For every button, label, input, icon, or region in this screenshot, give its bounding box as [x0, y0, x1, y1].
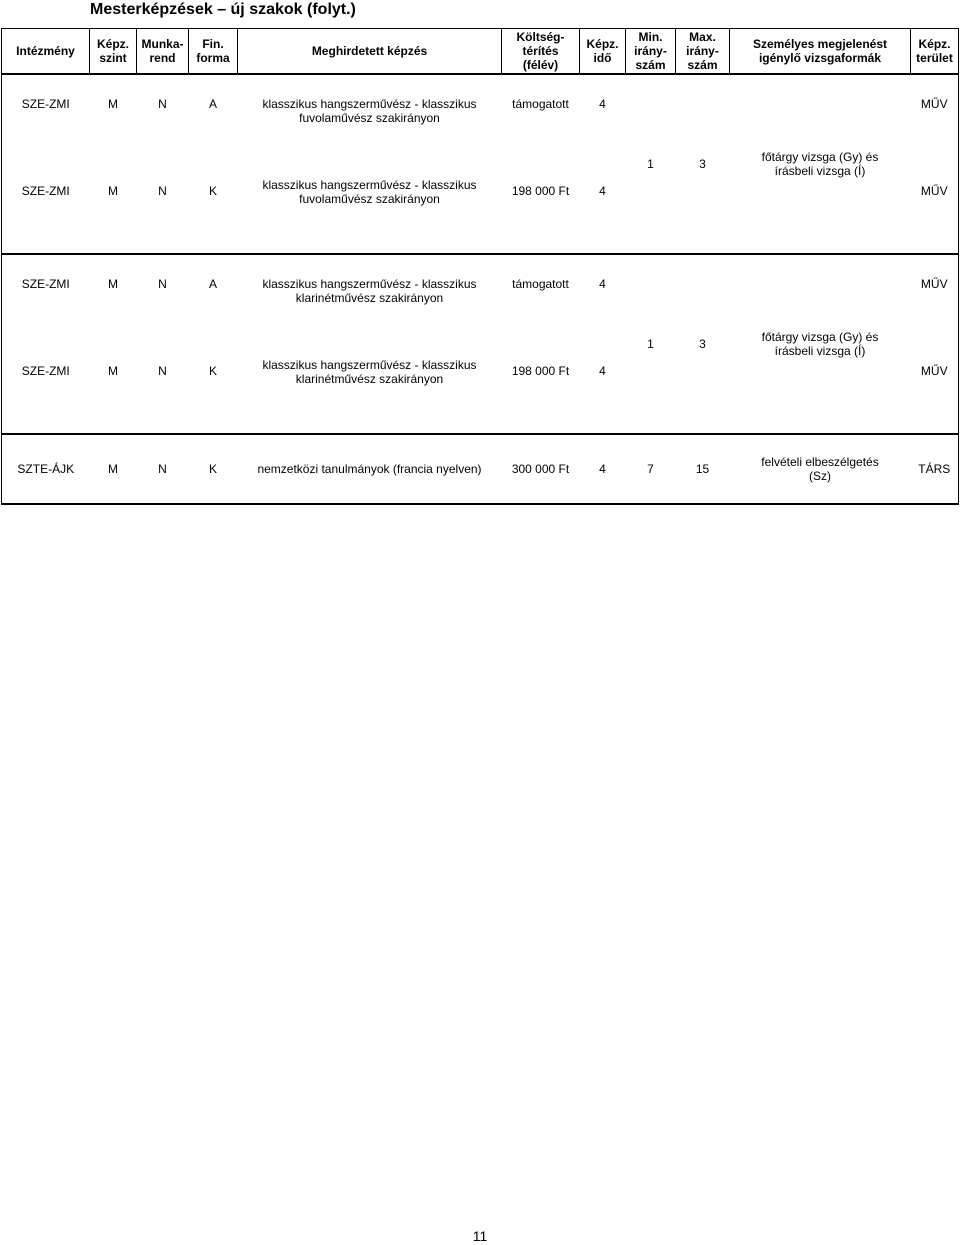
cell-intezmeny: SZE-ZMI: [2, 254, 90, 346]
cell-kepzes: klasszikus hangszerművész - klasszikus klarinétművész szakirányon: [238, 254, 502, 346]
cell-koltseg: támogatott: [502, 254, 580, 346]
cell-vizsgaforma: felvételi elbeszélgetés (Sz): [730, 434, 911, 504]
header-kepz-terulet: Képz. terület: [911, 29, 959, 75]
cell-munkarend: N: [137, 74, 189, 166]
cell-ido: 4: [580, 74, 626, 166]
header-meghirdetett-kepzes: Meghirdetett képzés: [238, 29, 502, 75]
header-munkarend: Munka- rend: [137, 29, 189, 75]
cell-szint: M: [90, 254, 137, 346]
header-vizsgaformak: Személyes megjelenést igénylő vizsgaformák: [730, 29, 911, 75]
cell-min: 1: [626, 254, 676, 434]
admissions-table: [1, 28, 959, 505]
cell-kepzes: klasszikus hangszerművész - klasszikus klarinétművész szakirányon: [262, 358, 477, 386]
header-max-iranyszam: Max. irány- szám: [676, 29, 730, 75]
cell-min: 7: [626, 434, 676, 504]
cell-forma: K: [208, 184, 217, 198]
cell-forma: A: [189, 74, 238, 166]
cell-szint: M: [90, 74, 137, 166]
cell-min: 1: [626, 74, 676, 254]
page-number: 11: [472, 1228, 488, 1244]
header-min-iranyszam: Min. irány- szám: [626, 29, 676, 75]
header-intezmeny: Intézmény: [2, 29, 90, 75]
page-title: Mesterképzések – új szakok (folyt.): [90, 1, 356, 18]
cell-ido: 4: [599, 364, 606, 378]
cell-forma: K: [208, 364, 217, 378]
cell-intezmeny: SZTE-ÁJK: [2, 434, 90, 504]
cell-kepzes: klasszikus hangszerművész - klasszikus fuvolaművész szakirányon: [262, 178, 477, 206]
cell-intezmeny: SZE-ZMI: [21, 184, 70, 198]
cell-kepzes: klasszikus hangszerművész - klasszikus fuvolaművész szakirányon: [238, 74, 502, 166]
cell-ido: 4: [580, 254, 626, 346]
cell-szint: M: [90, 434, 137, 504]
cell-forma: K: [189, 434, 238, 504]
cell-vizsgaforma: főtárgy vizsga (Gy) és írásbeli vizsga (Í): [730, 74, 911, 254]
header-kepz-ido: Képz. idő: [580, 29, 626, 75]
cell-vizsgaforma: főtárgy vizsga (Gy) és írásbeli vizsga (Í): [730, 254, 911, 434]
cell-munkarend: N: [137, 254, 189, 346]
cell-terulet: MŰV: [911, 74, 959, 166]
cell-szint: M: [108, 364, 118, 378]
table-row: [2, 74, 959, 166]
cell-terulet: MŰV: [920, 184, 948, 198]
cell-szint: M: [108, 184, 118, 198]
cell-munkarend: N: [137, 434, 189, 504]
cell-munkarend: N: [158, 364, 167, 378]
cell-max: 3: [676, 254, 730, 434]
cell-koltseg: 198 000 Ft: [511, 364, 570, 378]
cell-intezmeny: SZE-ZMI: [21, 364, 70, 378]
cell-munkarend: N: [158, 184, 167, 198]
cell-intezmeny: SZE-ZMI: [2, 74, 90, 166]
table-row: [2, 254, 959, 346]
cell-max: 15: [676, 434, 730, 504]
cell-kepzes: nemzetközi tanulmányok (francia nyelven): [238, 434, 502, 504]
table-row: [2, 434, 959, 504]
header-row: [2, 29, 959, 75]
cell-forma: A: [189, 254, 238, 346]
cell-max: 3: [676, 74, 730, 254]
header-koltsegterites: Költség- térítés (félév): [502, 29, 580, 75]
cell-koltseg: 300 000 Ft: [502, 434, 580, 504]
header-fin-forma: Fin. forma: [189, 29, 238, 75]
cell-ido: 4: [580, 434, 626, 504]
cell-terulet: TÁRS: [911, 434, 959, 504]
cell-koltseg: 198 000 Ft: [511, 184, 570, 198]
cell-ido: 4: [599, 184, 606, 198]
cell-koltseg: támogatott: [502, 74, 580, 166]
cell-terulet: MŰV: [911, 254, 959, 346]
header-kepz-szint: Képz. szint: [90, 29, 137, 75]
cell-terulet: MŰV: [920, 364, 948, 378]
